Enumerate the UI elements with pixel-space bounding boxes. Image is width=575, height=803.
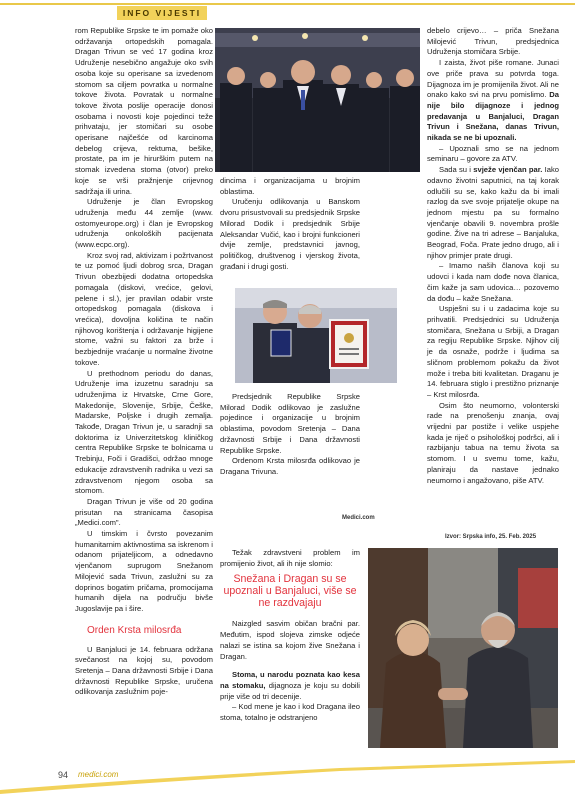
text-span: dijagnoza je koju su dobili prije više od tri decenije. <box>220 680 360 701</box>
paragraph: Uspješni su i u zadacima koje su prihvatili. Predsjednici su Udruženja stomičara, Snežana u Srbiji, a Dragan za regiju Republike Srpske. Njihov cilj je da osnaže, podrže i ljudima sa sličnom problemom pokažu da život može i treba biti kvalitetan. Draganu je 14. februara stiglo i prestižno priznanje – Krst milosrđa. <box>427 304 559 399</box>
text-span: I zaista, život piše romane. Junaci ove priče prava su potvrda toga. Dijagnoza im je promijenila život. Ali ne onako kako svi na prvu pomislimo. <box>427 58 559 100</box>
article-column-2-top <box>220 176 360 272</box>
paragraph: Naizgled sasvim običan bračni par. Međutim, ispod slojeva zimske odjeće nalazi se istina sa kojom žive Snežana i Dragan. <box>220 619 360 661</box>
text-span: Sada su i <box>439 165 474 175</box>
ceremony-photo <box>215 28 420 172</box>
emphasis: Da nije bilo dijagnoze i jednog predavanja u Banjaluci, Dragan Trivun i Snežana, danas Trivun, nikada se ne bi upoznali. <box>427 90 559 143</box>
paragraph: U timskim i čvrsto povezanim humanitarnim aktivnostima sa iskrenom i odanom prijateljicom, a odnedavno vjenčanom suprugom Snežanom Milojević sada Trivun, zaslužni su za doprinos bogatim pričama, promocijama humanih dijela na području bivše Jugoslavije pa i šire. <box>75 529 213 613</box>
paragraph: rom Republike Srpske te im pomaže oko održavanja ortopedskih pomagala. Dragan Trivun se već 17 godina kroz Udruženje nesebično angažuje oko svih osoba koje su operisane sa izvedenom stomom sa ciljem povratka u normalne tokove života. Povratak u normalne tokove života poslije operacije donosi osobama i novosti koje pojedinci teže prihvataju, jer stomičari su osobe operisane najčešće od karcinoma debelog crijeva, rektuma, bešike, prostate, pa im je hirurškim putem na stomak izvedena stoma (otvor) preko koje se vrši pražnjenje crijevnog sadržaja ili urina. <box>75 26 213 196</box>
article-column-1 <box>75 26 213 698</box>
footer-site: medici.com <box>78 770 119 779</box>
paragraph: Kroz svoj rad, aktivizam i požrtvanost te uz pomoć ljudi dobrog srca, Dragan Trivun obezbijedi dodatna ortopedska pomagala (diskovi, vrećice, gelovi, pelene i sl.), jer pravilan odabir vrste ortopedskog pomagala (diskova i vrećica), dovoljna količina te način njihovog korištenja i održavanje higijene stome, važni su faktori za brže i bezbjednije vraćanje u normalne životne tokove. <box>75 250 213 367</box>
emphasis: Stoma, u narodu poznata kao kesa na stomaku, <box>220 670 360 690</box>
couple-photo <box>368 548 558 748</box>
article-column-2-bottom <box>220 548 360 724</box>
article-column-3 <box>427 26 559 486</box>
paragraph: Uručenju odlikovanja u Banskom dvoru prisustvovali su predsjednik Srpske Milorad Dodik i predsjednik Srbije Aleksandar Vučić, kao i brojni funkcioneri dvije zemlje, predstavnici javnog, političkog, društvenog i vjerskog života, građani i drugi gosti. <box>220 197 360 271</box>
paragraph: – Upoznali smo se na jednom seminaru – govore za ATV. <box>427 143 559 164</box>
paragraph: – Imamo naših članova koji su udovci i kada nam dođe nova članica, čim kaže ja sam udovica… pozovemo da dođu – kaže Snežana. <box>427 261 559 303</box>
text-span: Iako odavno životni saputnici, na taj korak odlučili su se, kako kažu da bi imali razlog da sve svoje prijatelje okupe na jednom mjestu pa su formalno vjenčanje obavili 9. novembra prošle godine. Žive na tri adrese – Banjaluka, Beograd, Foča. Prate jedno drugo, ali i njihov primjer prate drugi. <box>427 165 559 260</box>
paragraph <box>220 670 360 702</box>
paragraph <box>427 165 559 261</box>
source-credit: Izvor: Srpska info, 25. Feb. 2025 <box>445 534 537 540</box>
paragraph: dincima i organizacijama u brojnim oblastima. <box>220 176 360 196</box>
page-footer <box>0 760 575 798</box>
emphasis: svježe vjenčan par. <box>473 165 543 175</box>
photo-credit: Medici.com <box>342 515 375 521</box>
page-number: 94 <box>58 770 69 780</box>
paragraph: Udruženje je član Evropskog udruženja među 44 zemlje (www. ostomyeurope.org) i član je Evropskog udruženja onkoloških pacijenata (www.ecpc.org). <box>75 197 213 250</box>
couple-photo-image <box>368 548 558 748</box>
paragraph: Ordenom Krsta milosrđa odlikovao je Dragana Trivuna. <box>220 456 360 476</box>
section-header <box>0 0 575 22</box>
paragraph: Dragan Trivun je više od 20 godina prisutan na stranicama časopisa „Medici.com". <box>75 496 213 528</box>
paragraph: – Kod mene je kao i kod Dragana ileo stoma, totalno je odstranjeno <box>220 702 360 723</box>
paragraph: Težak zdravstveni problem im promijenio život, ali ih nije slomio: <box>220 548 360 568</box>
paragraph: Predsjednik Republike Srpske Milorad Dodik odlikovao je zaslužne pojedince i organizacije u brojnim oblastima, povodom Sretenja – Dana državnosti Srbije i Dana državnosti Republike Srpske. <box>220 392 360 455</box>
article-headline: Snežana i Dragan su se upoznali u Banjaluci, više se ne razdvajaju <box>223 573 357 610</box>
article-column-2-mid <box>220 392 360 478</box>
paragraph: Osim što neumorno, volonterski rade na prenošenju znanja, ovaj vrijedni par postiže i velike uspjehe kada je riječ o psihološkoj podršci, ali i razbijanju tabua na temu života sa stomom. I u svemu tome, kažu, planiraju da nastave jednako neumorno i angažovano, piše ATV. <box>427 400 559 485</box>
subheading: Orden Krsta milosrđa <box>87 624 182 636</box>
paragraph: debelo crijevo… – priča Snežana Milojević Trivun, predsjednica Udruženja stomičara Srbije. <box>427 26 559 57</box>
header-rule <box>0 3 575 5</box>
paragraph: U Banjaluci je 14. februara održana svečanost na kojoj su, povodom Sretenja – Dana državnosti Srbije i Dana državnosti Republike Srpske, uručena odlikovanja zaslužnim poje- <box>75 644 213 697</box>
award-photo-image <box>235 288 397 383</box>
footer-swoosh <box>0 760 575 798</box>
paragraph: U prethodnom periodu do danas, Udruženje ima izuzetnu saradnju sa udruženjima iz Hrvatske, Crne Gore, Makedonije, Slovenije, Srbije, Češke, Madarske, Poljske i drugih zemalja. Takođe, Dragan Trivun je, u saradnji sa doktorima iz Univerzitetskog kliničkog centra Republike Srpske te bolnicama u Trebinju, Foči i Gradišci, održao mnoge edukacije zdravstvenih radnika u vezi sa zdravstvenom njegom osoba sa stomom. <box>75 368 213 496</box>
award-photo <box>235 288 397 383</box>
section-label: INFO VIJESTI <box>117 6 207 20</box>
ceremony-photo-image <box>215 28 420 172</box>
paragraph <box>427 58 559 144</box>
